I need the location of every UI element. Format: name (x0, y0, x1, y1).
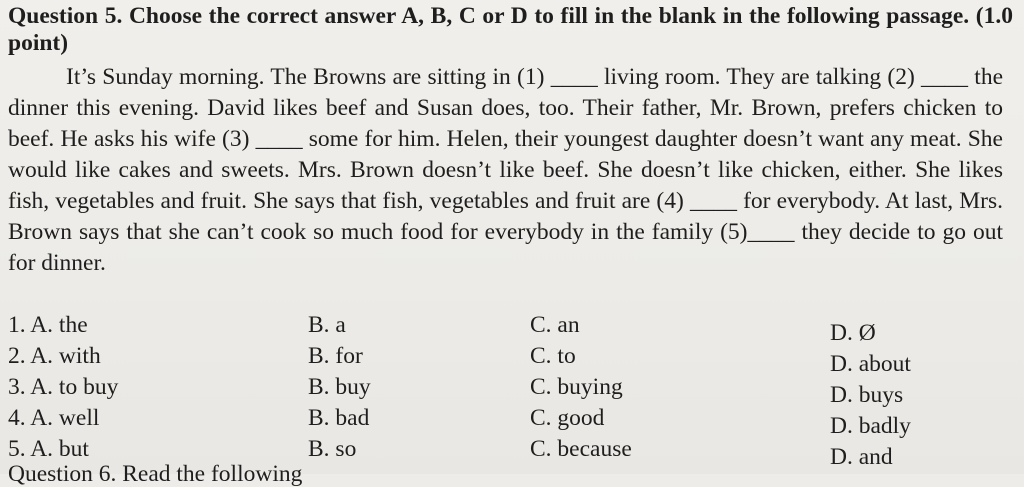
passage-text: It’s Sunday morning. The Browns are sitting in (1) ____ living room. They are talking (2) ____ the dinner this evening. David likes beef and Susan does, too. Their father, Mr. Brown, prefers chicken to beef. He asks his wife (3) ____ some for him. Helen, their youngest daughter doesn’t want any meat. She would like cakes and sweets. Mrs. Brown doesn’t like beef. She doesn’t like chicken, either. She likes fish, vegetables and fruit. She says that fish, vegetables and fruit are (4) ____ for everybody. At last, Mrs. Brown says that she can’t cook so much food for everybody in the family (5)____ they decide to go out for dinner. (8, 64, 1003, 276)
question-title: Question 5. Choose the correct answer A, B, C or D to fill in the blank in the following passage. (1.0 point) (8, 3, 1013, 56)
answer-options (8, 312, 1018, 470)
option-4d: D. badly (830, 413, 911, 439)
option-5d: D. and (830, 444, 893, 470)
option-5a: 5. A. but (8, 436, 89, 462)
option-2c: C. to (530, 343, 576, 369)
option-4a: 4. A. well (8, 405, 100, 431)
option-3c: C. buying (530, 374, 623, 400)
option-5c: C. because (530, 436, 632, 462)
next-question-cutoff: Question 6. Read the following (8, 461, 303, 487)
option-4b: B. bad (308, 405, 370, 431)
option-4c: C. good (530, 405, 605, 431)
option-1a: 1. A. the (8, 312, 88, 338)
option-1d: D. Ø (830, 320, 876, 346)
option-row-3 (8, 374, 1018, 408)
option-3b: B. buy (308, 374, 371, 400)
option-3d: D. buys (830, 382, 904, 408)
option-1c: C. an (530, 312, 580, 338)
option-1b: B. a (308, 312, 346, 338)
option-row-4 (8, 405, 1018, 439)
option-2d: D. about (830, 351, 911, 377)
option-row-2 (8, 343, 1018, 377)
option-2a: 2. A. with (8, 343, 101, 369)
option-3a: 3. A. to buy (8, 374, 119, 400)
option-5b: B. so (308, 436, 357, 462)
option-2b: B. for (308, 343, 363, 369)
option-row-1 (8, 312, 1018, 346)
